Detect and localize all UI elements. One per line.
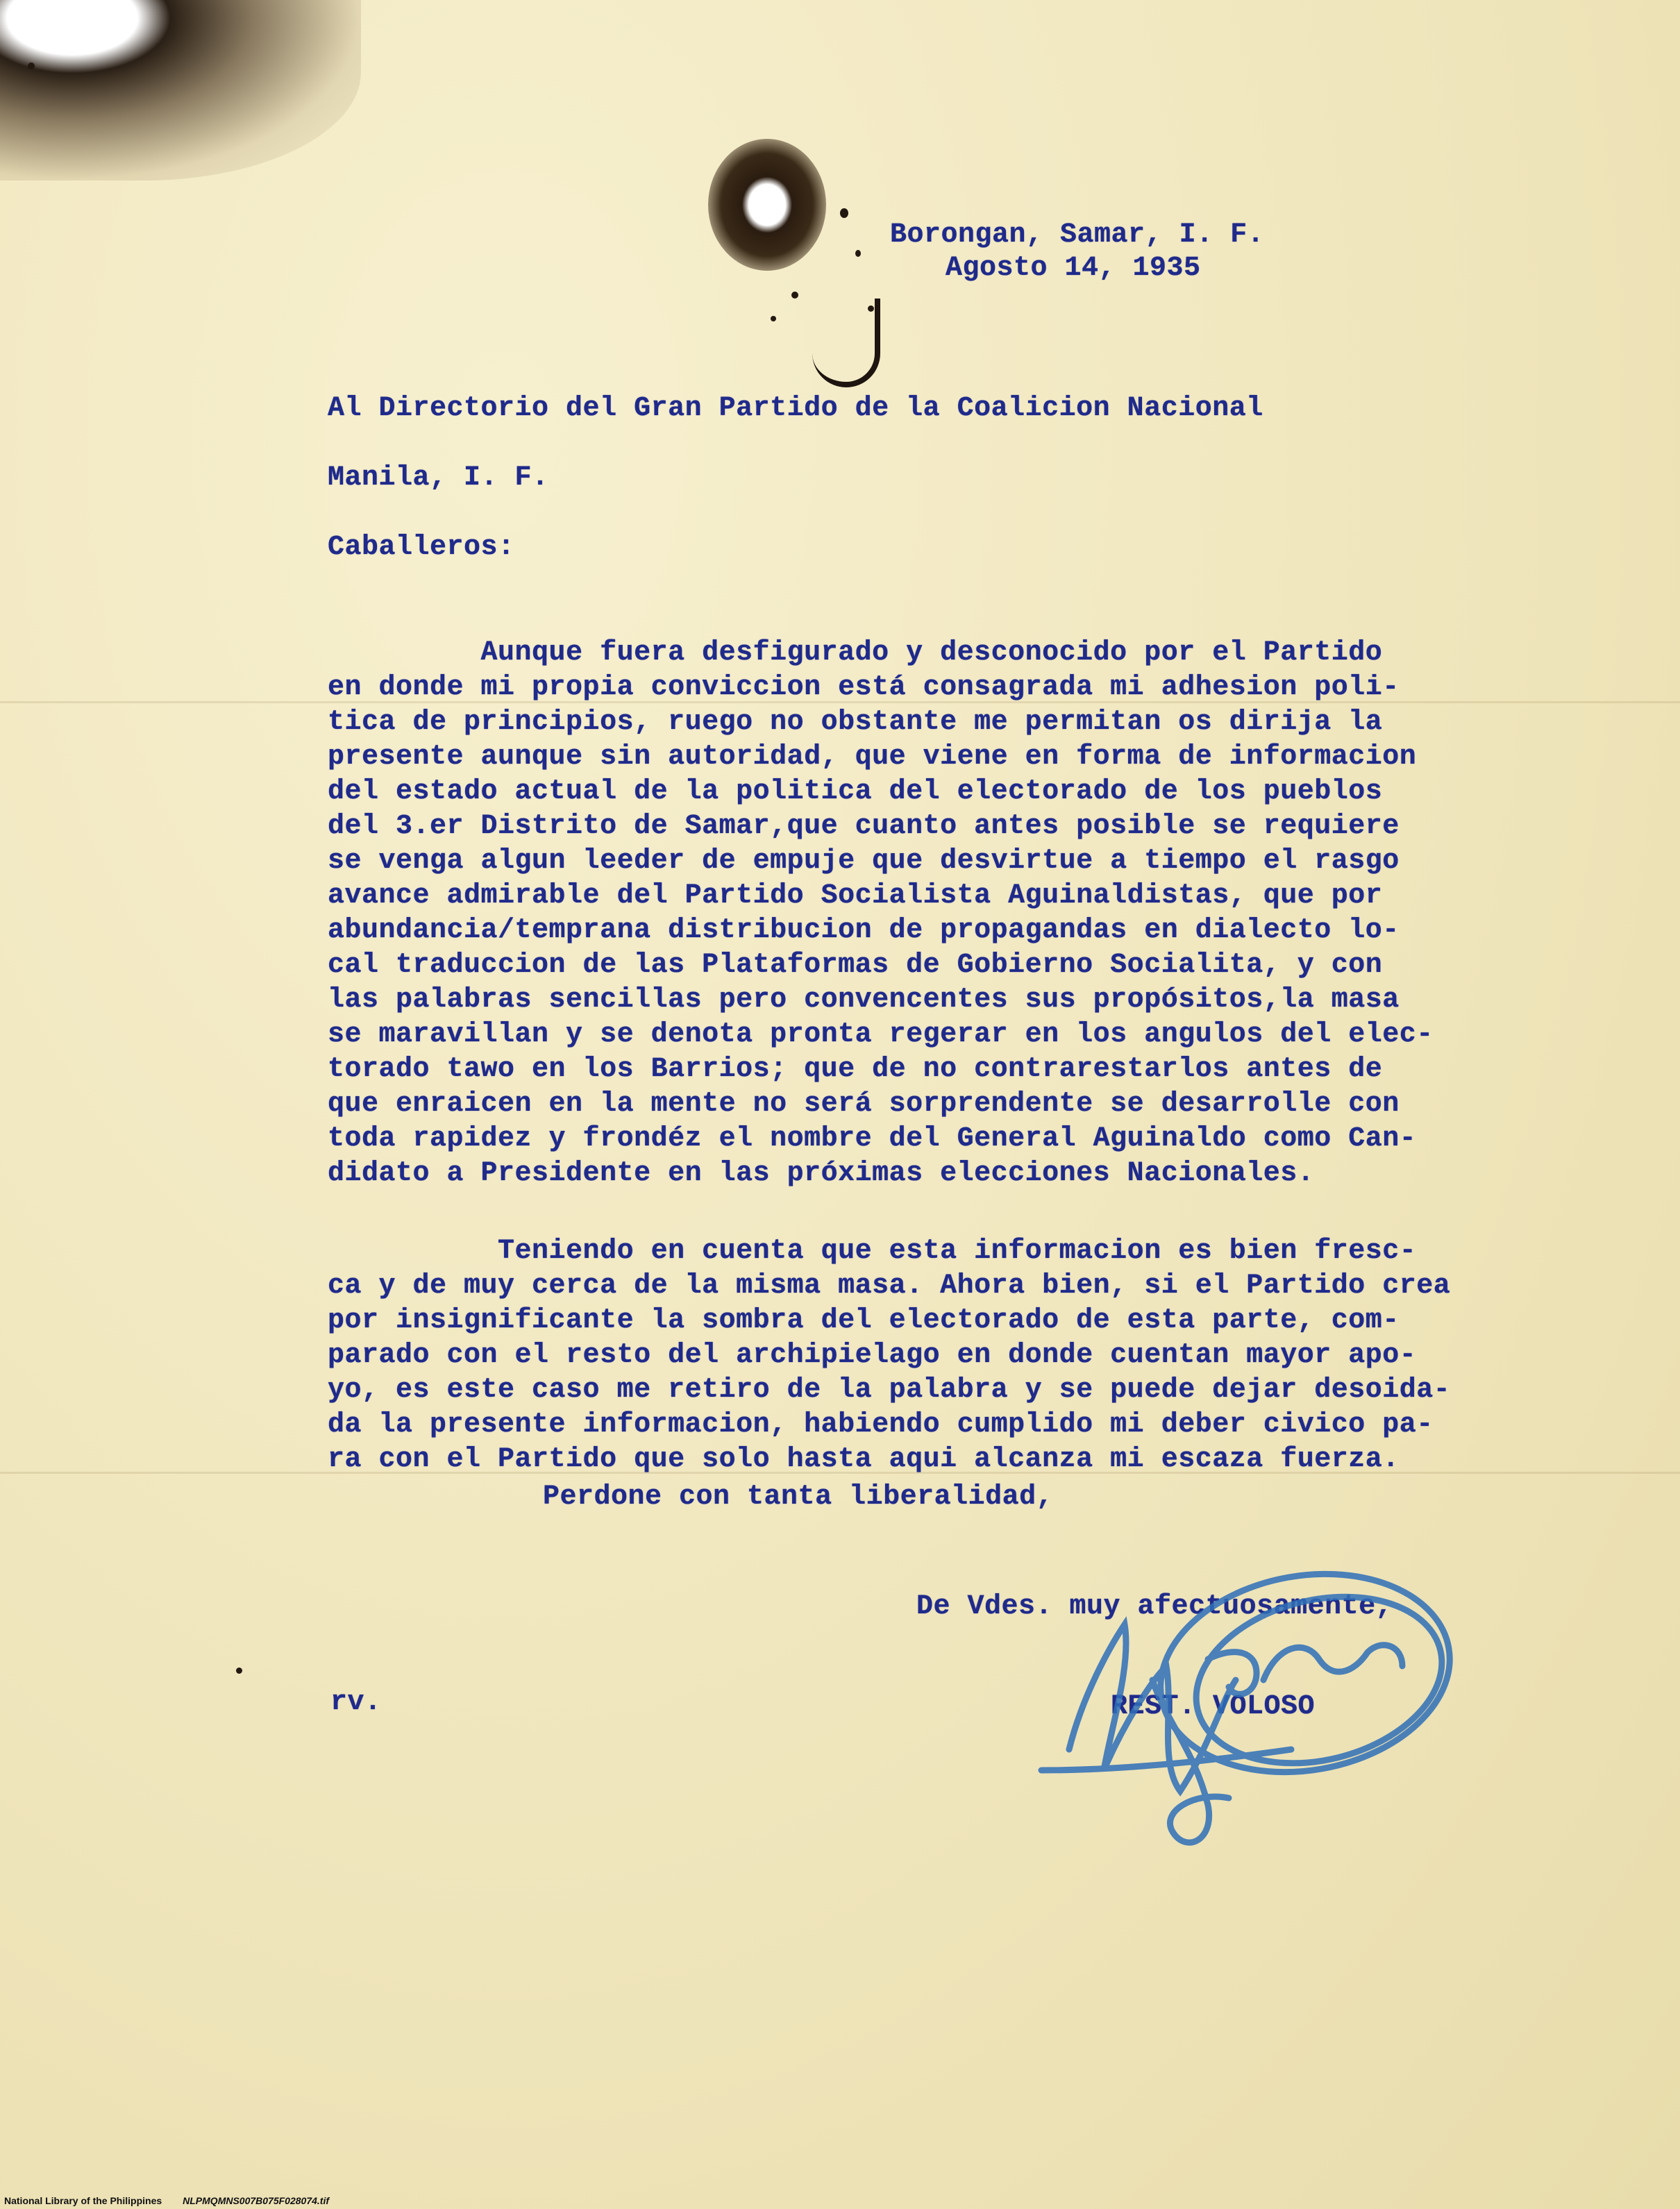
archive-footer [0, 2192, 764, 2209]
paragraph-line: del 3.er Distrito de Samar,que cuanto antes posible se requiere [328, 811, 1400, 842]
burn-damage-corner [0, 0, 361, 180]
archive-institution: National Library of the Philippines [4, 2195, 162, 2206]
letter-date: Agosto 14, 1935 [946, 253, 1201, 284]
ink-speck [840, 208, 848, 218]
burn-damage-hole [708, 139, 826, 271]
paragraph-line: abundancia/temprana distribucion de propagandas en dialecto lo- [328, 915, 1400, 946]
ink-speck [236, 1668, 242, 1674]
body-paragraph-2 [328, 1200, 1450, 1477]
paragraph-line: se venga algun leeder de empuje que desvirtue a tiempo el rasgo [328, 846, 1400, 877]
ink-speck [855, 250, 861, 257]
signer-name: REST. VOLOSO [1111, 1691, 1316, 1722]
paragraph-line: Aunque fuera desfigurado y desconocido por el Partido [328, 637, 1383, 669]
paragraph-line: presente aunque sin autoridad, que viene en forma de informacion [328, 741, 1417, 773]
ink-speck [28, 62, 35, 69]
valediction: De Vdes. muy afectuosamente, [916, 1591, 1393, 1622]
paragraph-line: da la presente informacion, habiendo cumplido mi deber civico pa- [328, 1409, 1434, 1441]
closing-line: Perdone con tanta liberalidad, [543, 1481, 1054, 1513]
letter-salutation: Caballeros: [328, 532, 515, 563]
letter-city: Manila, I. F. [328, 462, 549, 494]
letter-addressee: Al Directorio del Gran Partido de la Coalicion Nacional [328, 393, 1263, 424]
burn-mark-curl [812, 299, 880, 387]
paragraph-line: del estado actual de la politica del electorado de los pueblos [328, 776, 1383, 807]
handwritten-signature [1027, 1541, 1472, 1861]
paragraph-line: cal traduccion de las Plataformas de Gobierno Socialita, y con [328, 950, 1383, 981]
paragraph-line: que enraicen en la mente no será sorprendente se desarrolle con [328, 1089, 1400, 1120]
paragraph-line: en donde mi propia conviccion está consagrada mi adhesion poli- [328, 672, 1400, 703]
ink-speck [771, 316, 776, 321]
paragraph-line: avance admirable del Partido Socialista Aguinaldistas, que por [328, 880, 1383, 912]
ink-speck [868, 305, 874, 312]
paragraph-line: yo, es este caso me retiro de la palabra y se puede dejar desoida- [328, 1375, 1451, 1406]
archive-file-id: NLPMQMNS007B075F028074.tif [183, 2195, 330, 2206]
reference-initials: rv. [330, 1687, 382, 1718]
letter-place: Borongan, Samar, I. F. [890, 219, 1265, 251]
paragraph-line: toda rapidez y frondéz el nombre del General Aguinaldo como Can- [328, 1123, 1417, 1154]
paragraph-line: tica de principios, ruego no obstante me permitan os dirija la [328, 707, 1383, 738]
paragraph-line: torado tawo en los Barrios; que de no contrarestarlos antes de [328, 1054, 1383, 1085]
paragraph-line: ra con el Partido que solo hasta aqui alcanza mi escaza fuerza. [328, 1444, 1400, 1475]
ink-speck [791, 292, 798, 299]
paragraph-line: parado con el resto del archipielago en donde cuentan mayor apo- [328, 1340, 1417, 1371]
paragraph-line: se maravillan y se denota pronta regerar en los angulos del elec- [328, 1019, 1434, 1050]
body-paragraph-1 [328, 601, 1434, 1191]
paragraph-line: didato a Presidente en las próximas elecciones Nacionales. [328, 1158, 1315, 1189]
paragraph-line: por insignificante la sombra del electorado de esta parte, com- [328, 1305, 1400, 1336]
paragraph-line: las palabras sencillas pero convencentes sus propósitos,la masa [328, 984, 1400, 1016]
paragraph-line: ca y de muy cerca de la misma masa. Ahora bien, si el Partido crea [328, 1270, 1451, 1302]
paragraph-line: Teniendo en cuenta que esta informacion es bien fresc- [328, 1236, 1417, 1267]
